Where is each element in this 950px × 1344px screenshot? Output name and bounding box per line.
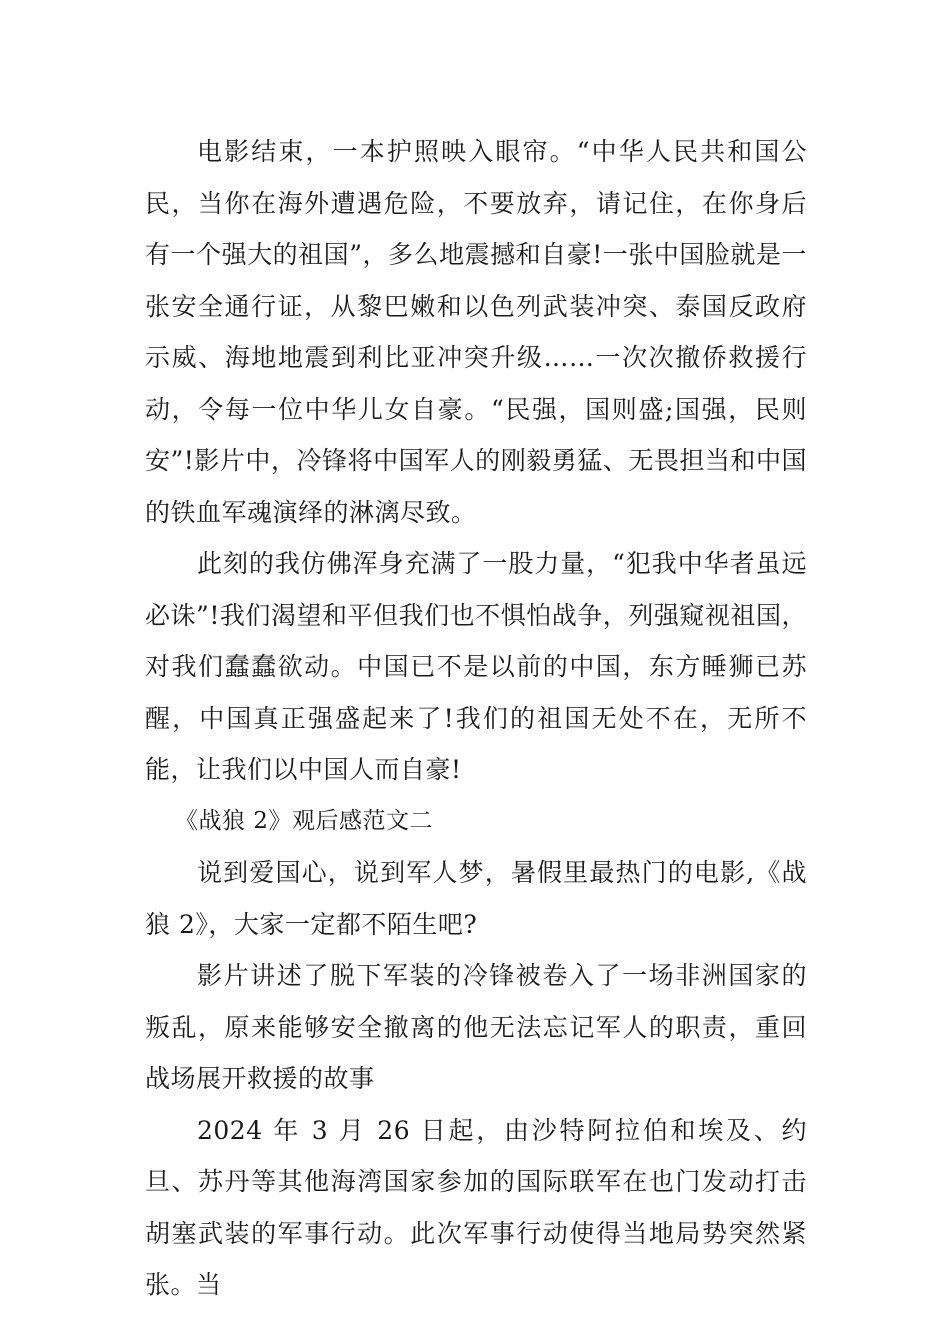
paragraph: 此刻的我仿佛浑身充满了一股力量，“犯我中华者虽远必诛”!我们渴望和平但我们也不惧怕战争，列强窥视祖国，对我们蠢蠢欲动。中国已不是以前的中国，东方睡狮已苏醒，中国真正强盛起来了!我们的祖国无处不在，无所不能，让我们以中国人而自豪!	[145, 549, 807, 784]
document-body	[145, 126, 807, 1311]
section-heading: 《战狼 2》观后感范文二	[175, 807, 433, 834]
paragraph: 2024 年 3 月 26 日起，由沙特阿拉伯和埃及、约旦、苏丹等其他海湾国家参加的国际联军在也门发动打击胡塞武装的军事行动。此次军事行动使得当地局势突然紧张。当	[145, 1115, 807, 1299]
paragraph: 说到爱国心，说到军人梦，暑假里最热门的电影,《战狼 2》，大家一定都不陌生吧?	[145, 858, 807, 939]
paragraph: 影片讲述了脱下军装的冷锋被卷入了一场非洲国家的叛乱，原来能够安全撤离的他无法忘记军人的职责，重回战场展开救援的故事	[145, 961, 807, 1093]
paragraph: 电影结束，一本护照映入眼帘。“中华人民共和国公民，当你在海外遭遇危险，不要放弃，请记住，在你身后有一个强大的祖国”，多么地震撼和自豪!一张中国脸就是一张安全通行证，从黎巴嫩和以色列武装冲突、泰国反政府示威、海地地震到利比亚冲突升级……一次次撤侨救援行动，令每一位中华儿女自豪。“民强，国则盛;国强，民则安”!影片中，冷锋将中国军人的刚毅勇猛、无畏担当和中国的铁血军魂演绎的淋漓尽致。	[145, 137, 807, 527]
